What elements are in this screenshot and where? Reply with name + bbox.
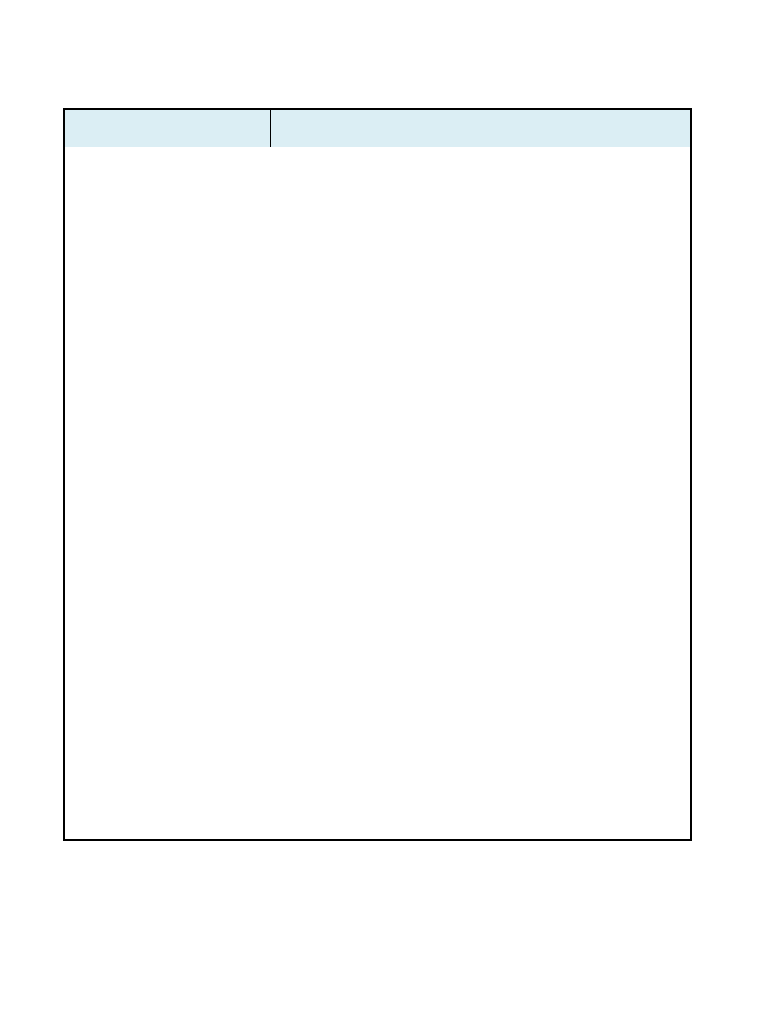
- use-header: [271, 110, 690, 147]
- test-selection-table: [63, 108, 692, 841]
- type-of-test-header: [65, 110, 271, 147]
- table-header-row: [65, 110, 690, 147]
